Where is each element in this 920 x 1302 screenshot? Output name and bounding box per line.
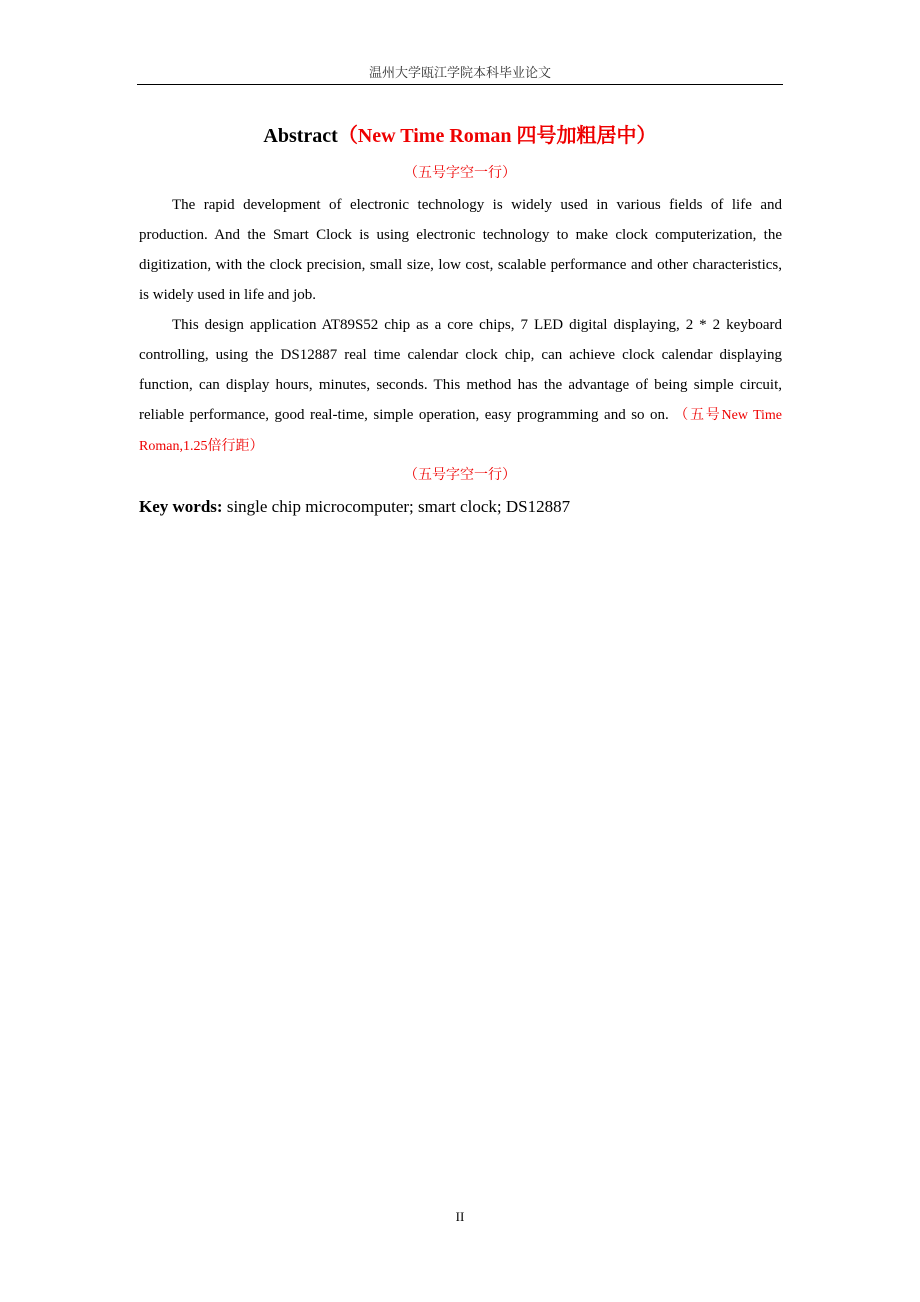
spacer-note-after-body: （五号字空一行） — [404, 468, 516, 483]
keywords-label: Key words: — [139, 497, 223, 516]
page-number: II — [455, 1209, 465, 1224]
header-rule — [137, 84, 783, 85]
keywords-value: single chip microcomputer; smart clock; DS12887 — [222, 497, 571, 516]
spacer-note-after-title: （五号字空一行） — [404, 166, 516, 181]
paragraph-format-note: （五号New Time Roman,1.25倍行距） — [139, 408, 782, 454]
keywords-line — [139, 494, 782, 520]
abstract-paragraph-1 — [139, 190, 782, 310]
paragraph-1-text: The rapid development of electronic technology is widely used in various fields of life and production. And the Smart Clock is using electronic technology to make clock computerization, the digitization, with the clock precision, small size, low cost, scalable performance and other characteristics, is widely used in life and job. — [139, 197, 782, 303]
title-format-note: （New Time Roman 四号加粗居中） — [337, 125, 657, 147]
abstract-title — [137, 122, 783, 150]
paragraph-2-text: This design application AT89S52 chip as a core chips, 7 LED digital displaying, 2 * 2 keyboard controlling, using the DS12887 real time calendar clock chip, can achieve clock calendar displaying function, can display hours, minutes, seconds. This method has the advantage of being simple circuit, reliable performance, good real-time, simple operation, easy programming and so on. — [139, 317, 782, 423]
abstract-title-text: Abstract — [263, 125, 338, 147]
page-header: 温州大学瓯江学院本科毕业论文 — [368, 65, 551, 80]
abstract-paragraph-2 — [139, 310, 782, 462]
